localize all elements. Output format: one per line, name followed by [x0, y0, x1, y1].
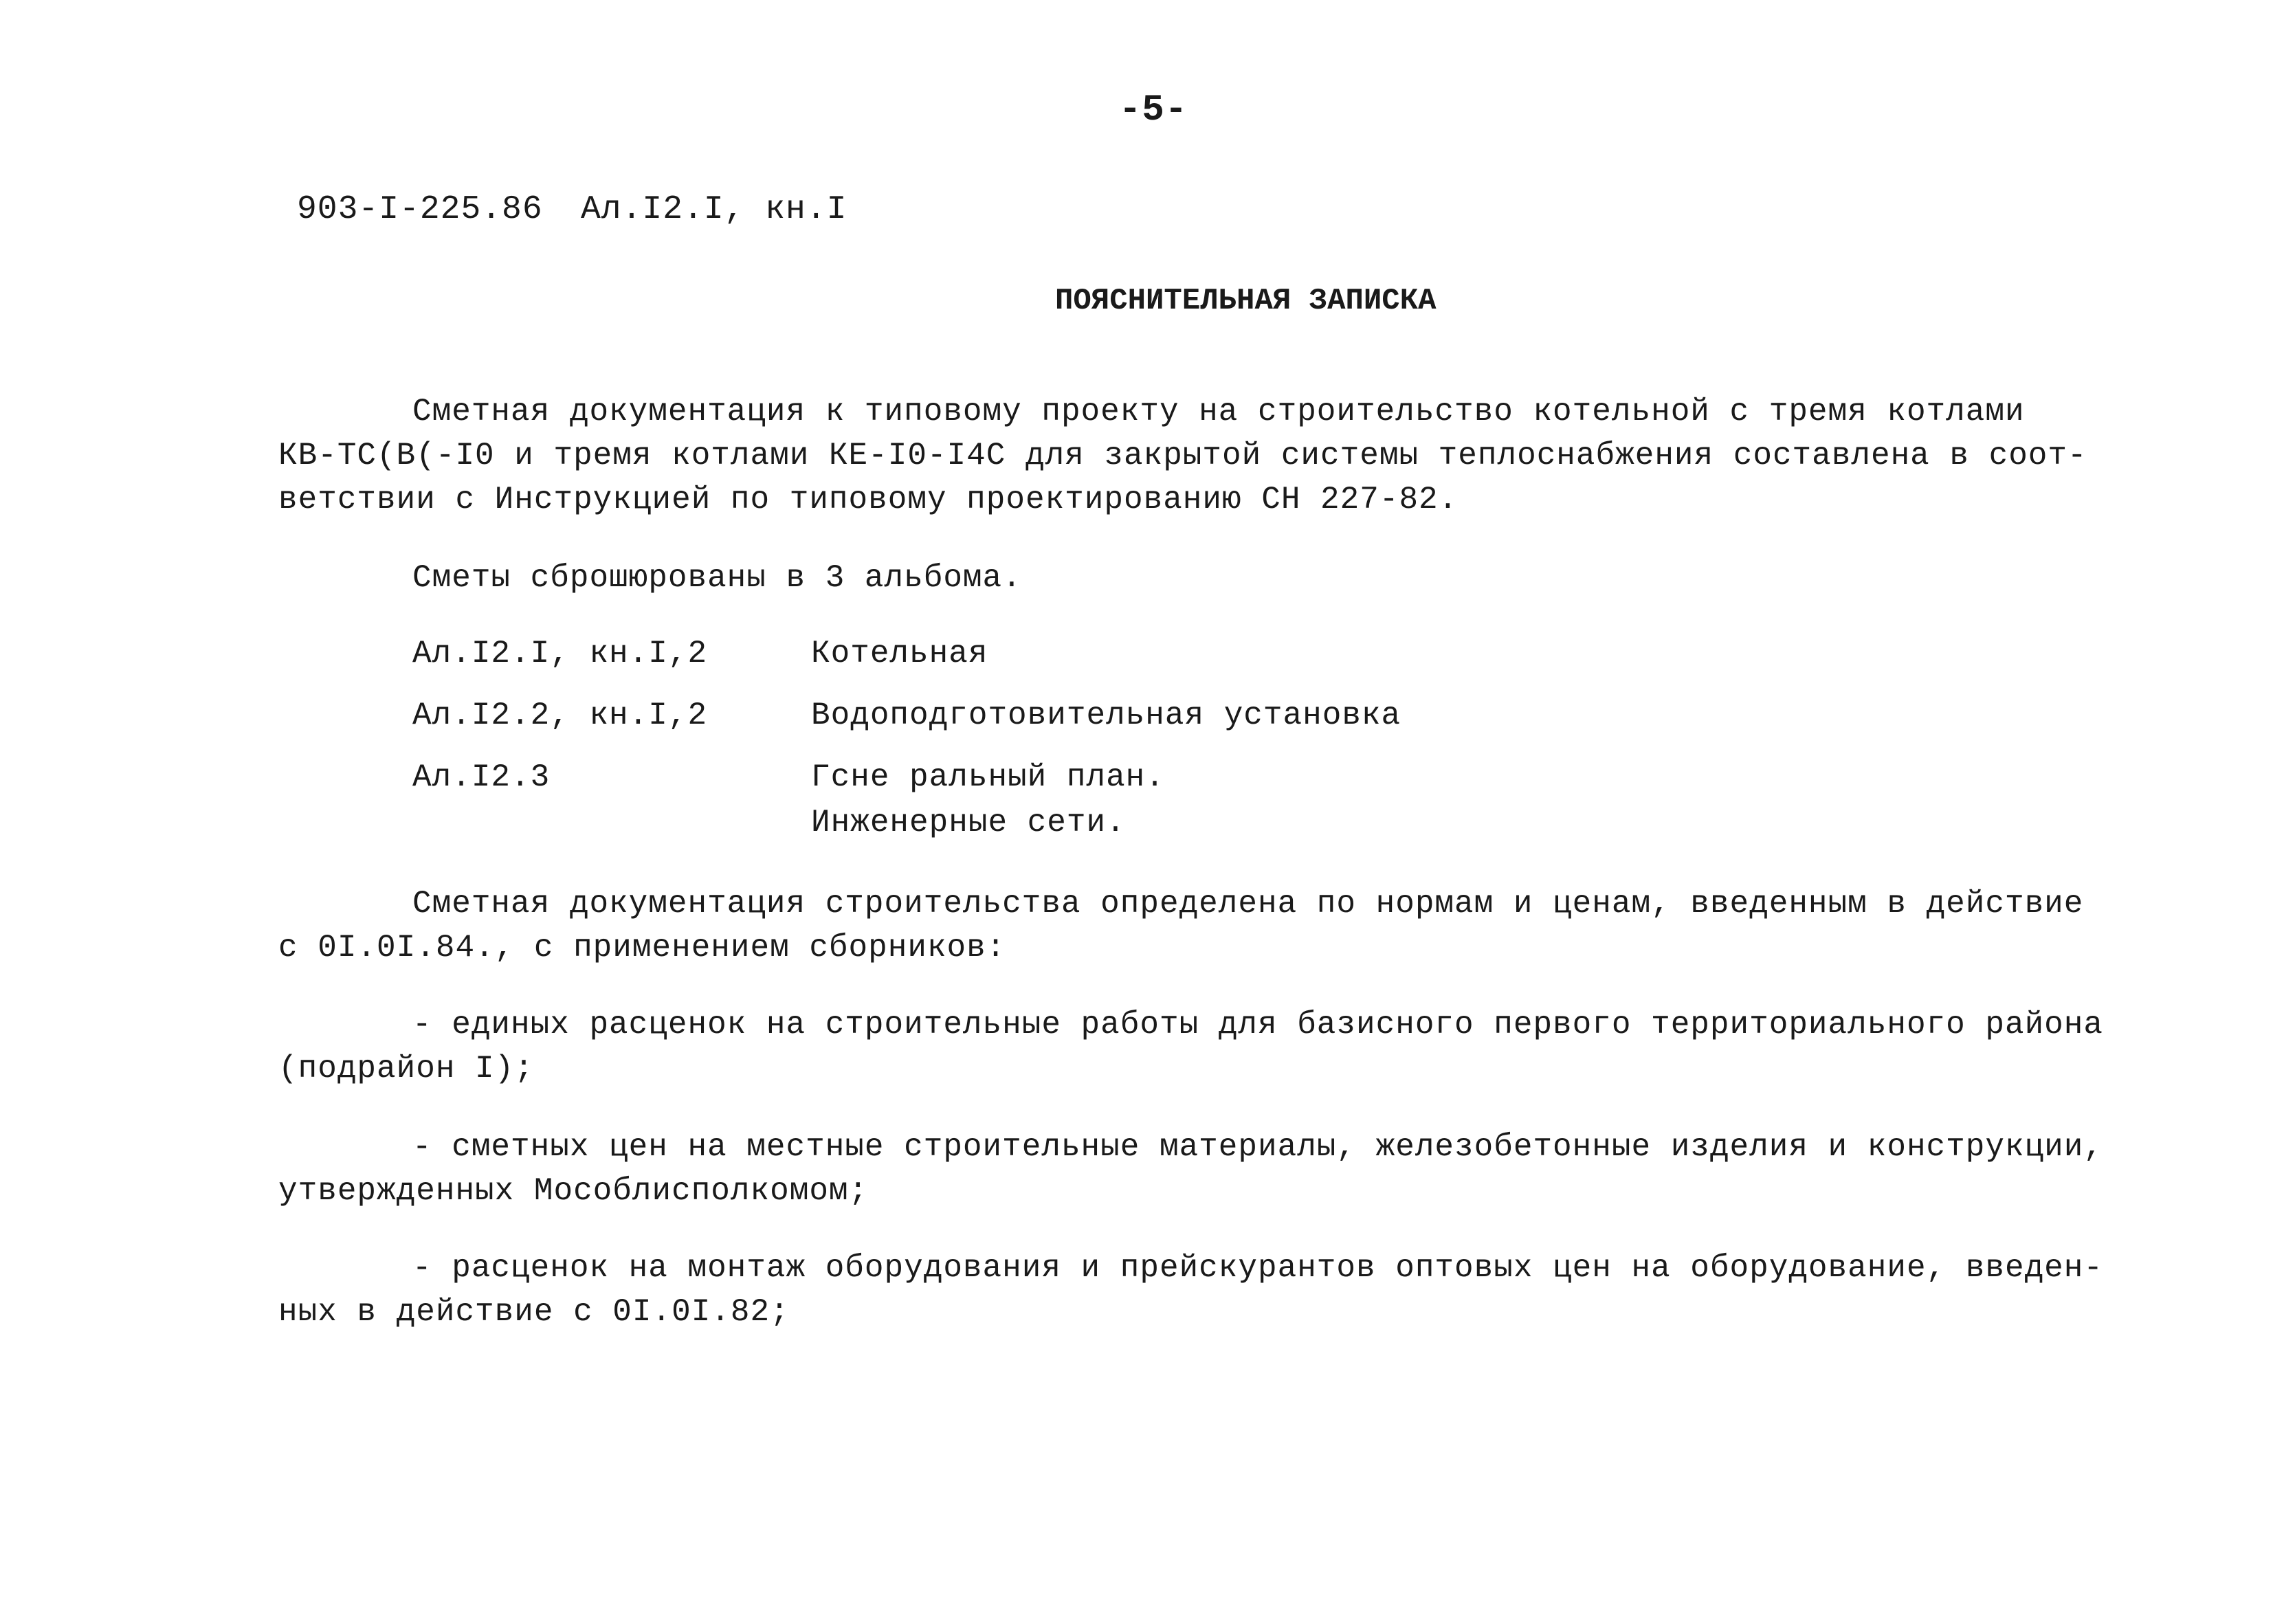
albums-intro: Сметы сброшюрованы в 3 альбома.: [412, 560, 1022, 596]
list-item-line: - сметных цен на местные строительные материалы, железобетонные изделия и конструкции,: [412, 1129, 2103, 1165]
intro-paragraph-line: Сметная документация к типовому проекту на строительство котельной с тремя котлами: [412, 394, 2025, 430]
album-description: Котельная: [811, 636, 988, 671]
list-item-line: - расценок на монтаж оборудования и прейскурантов оптовых цен на оборудование, введен-: [412, 1250, 2103, 1286]
document-code: 903-I-225.86: [297, 191, 543, 228]
intro-paragraph-line: КВ-ТС(В(-I0 и тремя котлами КЕ-I0-I4С для закрытой системы теплоснабжения составлена в соот-: [278, 438, 2087, 474]
album-description: Водоподготовительная установка: [811, 698, 1401, 733]
intro-paragraph-line: ветствии с Инструкцией по типовому проектированию СН 227-82.: [278, 482, 1459, 518]
album-code: Ал.I2.3: [412, 759, 551, 795]
page-number: -5-: [1119, 89, 1188, 131]
album-code: Ал.I2.I, кн.I,2: [412, 636, 708, 671]
album-description: Гсне ральный план.: [811, 759, 1165, 795]
album-code: Ал.I2.2, кн.I,2: [412, 698, 708, 733]
album-description: Инженерные сети.: [811, 805, 1126, 841]
list-item-line: - единых расценок на строительные работы для базисного первого территориального района: [412, 1007, 2103, 1043]
list-item-line: ных в действие с 0I.0I.82;: [278, 1294, 790, 1330]
list-item-line: (подрайон I);: [278, 1051, 534, 1087]
pricing-paragraph-line: Сметная документация строительства определена по нормам и ценам, введенным в действие: [412, 886, 2084, 922]
pricing-paragraph-line: с 0I.0I.84., с применением сборников:: [278, 930, 1006, 966]
document-title: ПОЯСНИТЕЛЬНАЯ ЗАПИСКА: [1055, 284, 1437, 318]
list-item-line: утвержденных Мособлисполкомом;: [278, 1173, 869, 1209]
document-album-reference: Ал.I2.I, кн.I: [581, 191, 847, 228]
